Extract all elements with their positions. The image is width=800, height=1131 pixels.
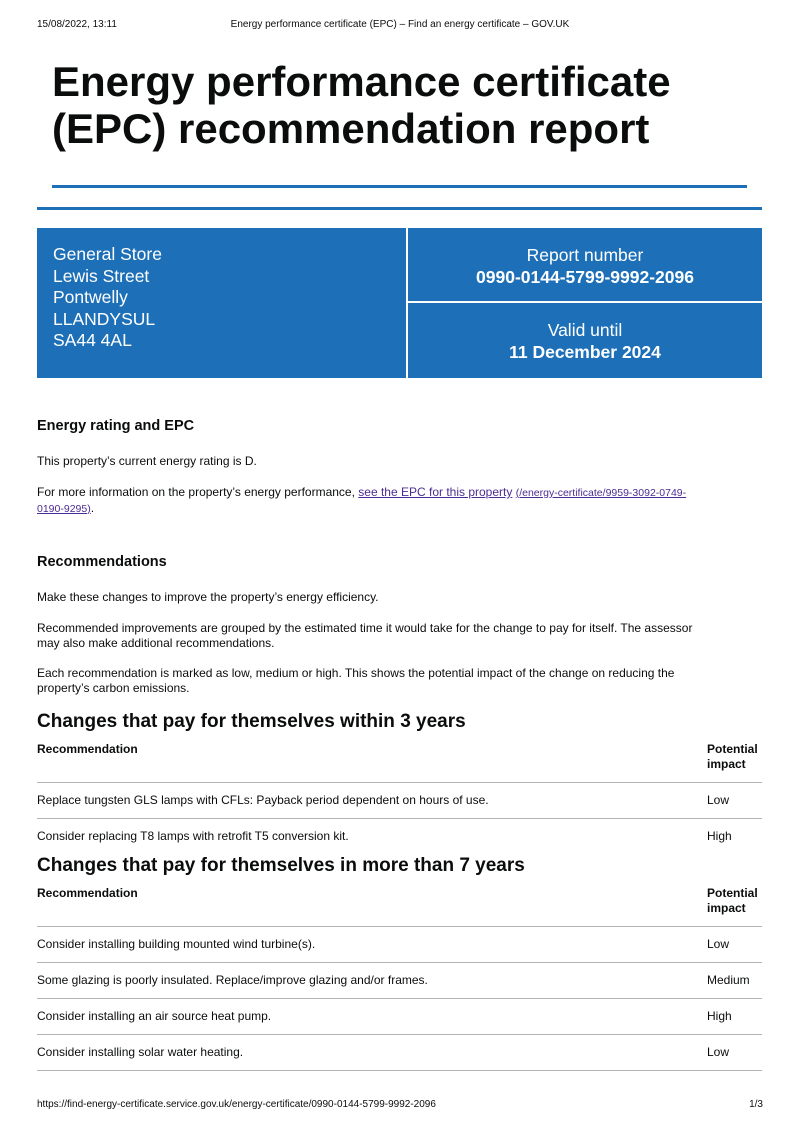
group2-col-recommendation: Recommendation xyxy=(37,886,138,900)
more-info-suffix: . xyxy=(90,500,95,515)
valid-until-cell xyxy=(408,319,762,363)
col-impact-line: Potential xyxy=(707,742,758,756)
impact-text-line: Each recommendation is marked as low, medium or high. This shows the potential impact of the change on reducing the xyxy=(37,666,675,680)
impact-value: High xyxy=(707,1009,732,1023)
certificate-summary-box xyxy=(37,228,762,378)
recommendations-heading: Recommendations xyxy=(37,554,167,570)
address-line: Lewis Street xyxy=(53,265,150,286)
table-rule xyxy=(37,998,762,999)
box-horizontal-divider xyxy=(408,301,762,303)
recommendation-text: Consider replacing T8 lamps with retrofit T5 conversion kit. xyxy=(37,829,349,843)
impact-text-line: property’s carbon emissions. xyxy=(37,680,190,695)
group1-heading: Changes that pay for themselves within 3 years xyxy=(37,711,466,732)
valid-until-value: 11 December 2024 xyxy=(509,342,661,362)
col-impact-line: Potential xyxy=(707,886,758,900)
impact-value: Low xyxy=(707,793,730,807)
impact-value: Low xyxy=(707,1045,730,1059)
table-rule xyxy=(37,818,762,819)
group1-col-recommendation: Recommendation xyxy=(37,742,138,756)
recommendations-grouping-text xyxy=(37,621,762,650)
grouping-text-line: Recommended improvements are grouped by the estimated time it would take for the change to pay for itself. The assessor xyxy=(37,621,693,635)
table-rule xyxy=(37,1070,762,1071)
section-divider xyxy=(37,207,762,210)
page-number: 1/3 xyxy=(749,1099,763,1110)
report-number-label: Report number xyxy=(526,245,644,265)
valid-until-label: Valid until xyxy=(547,320,623,340)
col-impact-line: impact xyxy=(707,901,746,915)
energy-rating-heading: Energy rating and EPC xyxy=(37,418,195,434)
table-row xyxy=(37,793,762,829)
print-header xyxy=(37,19,763,33)
table-rule xyxy=(37,926,762,927)
print-page-title: Energy performance certificate (EPC) – Find an energy certificate – GOV.UK xyxy=(230,19,570,30)
impact-value: High xyxy=(707,829,732,843)
recommendation-text: Consider installing an air source heat pump. xyxy=(37,1009,272,1023)
table-row xyxy=(37,937,762,973)
print-date: 15/08/2022, 13:11 xyxy=(37,19,117,30)
recommendation-text: Replace tungsten GLS lamps with CFLs: Payback period dependent on hours of use. xyxy=(37,793,489,807)
address-line: General Store xyxy=(53,244,162,264)
table-row xyxy=(37,973,762,1009)
property-address xyxy=(53,244,162,352)
impact-value: Medium xyxy=(707,973,750,987)
report-number-cell xyxy=(408,244,762,288)
table-rule xyxy=(37,1034,762,1035)
more-info-prefix: For more information on the property’s energy performance, xyxy=(37,485,355,499)
address-postcode: SA44 4AL xyxy=(53,330,132,350)
title-divider xyxy=(52,185,747,188)
recommendation-text: Consider installing building mounted wind turbine(s). xyxy=(37,937,316,951)
group2-col-impact xyxy=(707,886,767,916)
grouping-text-line: may also make additional recommendations. xyxy=(37,635,275,650)
epc-more-info xyxy=(37,485,762,516)
print-footer xyxy=(37,1099,763,1113)
recommendation-text: Some glazing is poorly insulated. Replace/improve glazing and/or frames. xyxy=(37,973,428,987)
table-rule xyxy=(37,782,762,783)
address-line: Pontwelly xyxy=(53,287,128,307)
table-row xyxy=(37,1009,762,1045)
table-rule xyxy=(37,962,762,963)
table-row xyxy=(37,1045,762,1081)
group1-col-impact xyxy=(707,742,767,772)
epc-link-url[interactable]: (/energy-certificate/9959-3092-0749- xyxy=(515,487,687,499)
recommendations-intro: Make these changes to improve the property’s energy efficiency. xyxy=(37,590,379,604)
address-line: LLANDYSUL xyxy=(53,308,156,329)
energy-rating-text: This property’s current energy rating is D. xyxy=(37,454,257,468)
epc-link[interactable]: see the EPC for this property xyxy=(358,485,513,499)
recommendation-text: Consider installing solar water heating. xyxy=(37,1045,244,1059)
col-impact-line: impact xyxy=(707,757,746,771)
page-title: Energy performance certificate (EPC) recommendation report xyxy=(52,58,671,152)
report-number-value: 0990-0144-5799-9992-2096 xyxy=(476,267,694,287)
recommendations-impact-text xyxy=(37,666,762,695)
impact-value: Low xyxy=(707,937,730,951)
epc-link-url-cont[interactable]: 0190-9295) xyxy=(37,502,91,515)
print-url: https://find-energy-certificate.service.gov.uk/energy-certificate/0990-0144-5799-9992-2096 xyxy=(37,1099,436,1110)
group2-heading: Changes that pay for themselves in more than 7 years xyxy=(37,855,525,876)
